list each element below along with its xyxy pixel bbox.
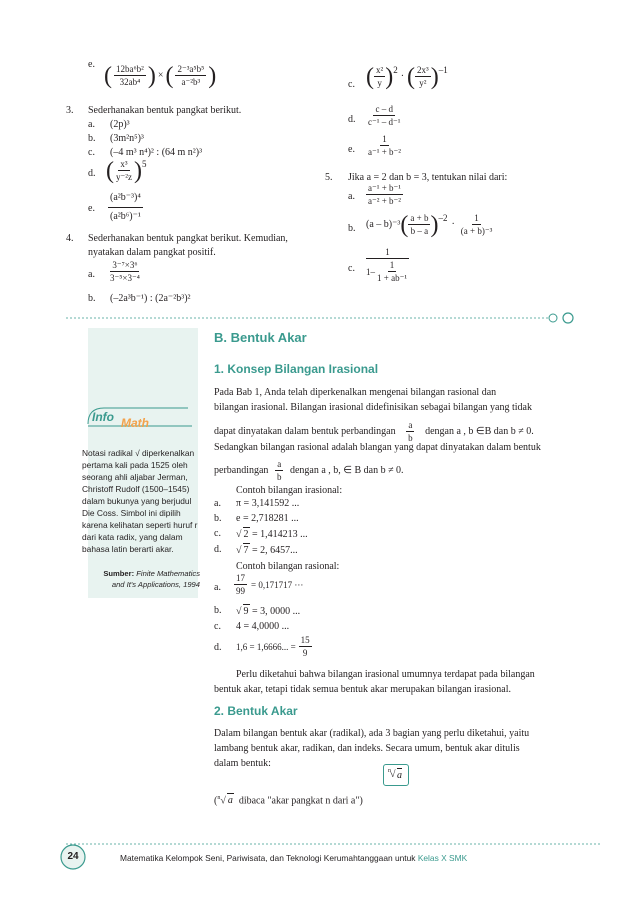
section-divider — [0, 311, 638, 325]
rational-c-label: c. — [214, 621, 221, 632]
exercise-top-e — [88, 58, 95, 71]
irrational-d-label: d. — [214, 544, 222, 555]
rational-d-label: d. — [214, 642, 222, 653]
para-2-line-1: Perlu diketahui bahwa bilangan irasional umumnya terdapat pada bilangan — [236, 669, 535, 680]
right-c-expr: ( $\frac{\text{x²}}{y}$ ) 2 · ( $\frac{\text{2x³}}{\text{y²}}$ ) –1 — [366, 63, 448, 90]
exercise-3-number: 3. — [66, 105, 74, 116]
irrational-c-label: c. — [214, 528, 221, 539]
rational-examples-title: Contoh bilangan rasional: — [236, 561, 340, 572]
radical-form-box: n √ a — [383, 764, 409, 786]
rational-b: √ 9 = 3, 0000 ... — [236, 606, 301, 617]
irrational-d: √ 7 = 2, 6457... — [236, 545, 298, 556]
exercise-4-text-2: nyatakan dalam pangkat positif. — [88, 247, 216, 258]
item-label: e. — [88, 59, 95, 70]
para-1-line-2: bilangan irasional. Bilangan irasional didefinisikan sebagai bilangan yang tidak — [214, 402, 532, 413]
ex3-b-expr: (3m²n⁵)³ — [110, 133, 144, 144]
ex4-b-expr: (–2a³b⁻¹) : (2a⁻²b³)² — [110, 293, 191, 304]
ex4-b-label: b. — [88, 293, 96, 304]
page-number: 24 — [67, 851, 79, 862]
sidebar-source: Sumber: Finite Mathematics and It's Applications, 1994 — [103, 569, 200, 589]
ex5-b-expr: (a – b)⁻³ ( $\frac{a + b}{b - a}$ ) –2 · $\frac{1}{\text{(a + b)⁻³}}$ — [366, 211, 493, 238]
rational-a-label: a. — [214, 582, 221, 593]
ex3-c-expr: (–4 m³ n⁴)² : (64 m n²)³ — [110, 147, 203, 158]
logo-info: Info — [92, 410, 114, 424]
irrational-b-label: b. — [214, 513, 222, 524]
ex4-a-expr: $\frac{\text{3⁻⁷×3⁶}}{\text{3⁻⁵×3⁻⁴}}$ — [110, 260, 140, 283]
irrational-a-label: a. — [214, 498, 221, 509]
ex5-a-label: a. — [348, 191, 355, 202]
ex4-a-label: a. — [88, 269, 95, 280]
para-1-line-3: dapat dinyatakan dalam bentuk perbandingan $\frac{a}{b}$ dengan a , b ∈B dan b ≠ 0. — [214, 420, 534, 443]
exercise-5-text: Jika a = 2 dan b = 3, tentukan nilai dari: — [348, 172, 508, 183]
section-title: B. Bentuk Akar — [214, 330, 307, 345]
exercise-top-e-expression: ( $\frac{\text{12ba⁶b²}}{\text{32ab⁴}}$ ) × ( $\frac{\text{2⁻³a⁵b⁵}}{\text{a⁻²b³}}$ ) — [104, 62, 217, 89]
rational-a: $\frac{17}{99}$ = 0,171717 ··· — [236, 573, 304, 596]
ex5-c-expr: 1 1– $\frac{1}{\text{1 + ab⁻¹}}$ — [366, 247, 408, 283]
ex3-a-label: a. — [88, 119, 95, 130]
rational-d: 1,6 = 1,6666... = $\frac{15}{9}$ — [236, 635, 310, 658]
exercise-4-number: 4. — [66, 233, 74, 244]
irrational-c: √ 2 = 1,414213 ... — [236, 529, 308, 540]
ex3-d-expr: ( $\frac{\text{x³}}{\text{y⁻²z}}$ ) 5 — [106, 157, 147, 184]
right-e-expr: $\frac{1}{\text{a⁻¹ + b⁻²}}$ — [368, 134, 401, 157]
ex3-c-label: c. — [88, 147, 95, 158]
exercise-4-text-1: Sederhanakan bentuk pangkat berikut. Kemudian, — [88, 233, 288, 244]
ex3-a-expr: (2p)³ — [110, 119, 130, 130]
sidebar-text: Notasi radikal √ diperkenalkan pertama kali pada 1525 oleh seorang ahli aljabar Jerman, Christoff Rudolf (1500–1545) dalam bukunya yang berjudul Die Coss. Simbol ini dipilih karena kelihatan seperti huruf r dari kata radix, yang dalam bahasa latin berarti akar. — [82, 448, 198, 554]
exercise-5-number: 5. — [325, 172, 333, 183]
ex5-c-label: c. — [348, 263, 355, 274]
para-1-line-4: Sedangkan bilangan rasional adalah blangan yang dapat dinyatakan dalam bentuk — [214, 442, 541, 453]
irrational-a: π = 3,141592 ... — [236, 498, 300, 509]
subsection-2-title: 2. Bentuk Akar — [214, 704, 298, 718]
para-1-line-5: perbandingan $\frac{a}{b}$ dengan a , b, ∈ B dan b ≠ 0. — [214, 459, 404, 482]
ex5-b-label: b. — [348, 223, 356, 234]
right-c-label: c. — [348, 79, 355, 90]
ex3-b-label: b. — [88, 133, 96, 144]
para-3-line-1: Dalam bilangan bentuk akar (radikal), ada 3 bagian yang perlu diketahui, yaitu — [214, 728, 530, 739]
radical-reading-note: ($^n$√ a dibaca "akar pangkat n dari a") — [214, 795, 363, 807]
footer-text: Matematika Kelompok Seni, Pariwisata, dan Teknologi Kerumahtanggaan untuk Kelas X SMK — [120, 853, 468, 863]
irrational-examples-title: Contoh bilangan irasional: — [236, 485, 343, 496]
irrational-b: e = 2,718281 ... — [236, 513, 299, 524]
subsection-1-title: 1. Konsep Bilangan Irasional — [214, 362, 379, 376]
rational-c: 4 = 4,0000 ... — [236, 621, 290, 632]
ex3-d-label: d. — [88, 168, 96, 179]
para-2-line-2: bentuk akar, tetapi tidak semua bentuk akar merupakan bilangan irasional. — [214, 684, 511, 695]
para-1-line-1: Pada Bab 1, Anda telah diperkenalkan mengenai bilangan rasional dan — [214, 387, 497, 398]
right-d-expr: $\frac{c - d}{\text{c⁻¹ – d⁻¹}}$ — [368, 104, 401, 127]
ex5-a-expr: $\frac{\text{a⁻¹ + b⁻¹}}{\text{a⁻² + b⁻²}}$ — [368, 183, 401, 206]
para-3-line-3: dalam bentuk: — [214, 758, 271, 769]
right-d-label: d. — [348, 114, 356, 125]
para-3-line-2: lambang bentuk akar, radikan, dan indeks. Secara umum, bentuk akar ditulis — [214, 743, 520, 754]
ex3-e-expr: $\frac{\text{(a²b⁻³)⁴}}{\text{(a²b⁶)⁻¹}}$ — [108, 189, 143, 226]
exercise-3-text: Sederhanakan bentuk pangkat berikut. — [88, 105, 242, 116]
logo-math: Math — [121, 416, 149, 430]
right-e-label: e. — [348, 144, 355, 155]
ex3-e-label: e. — [88, 203, 95, 214]
rational-b-label: b. — [214, 605, 222, 616]
